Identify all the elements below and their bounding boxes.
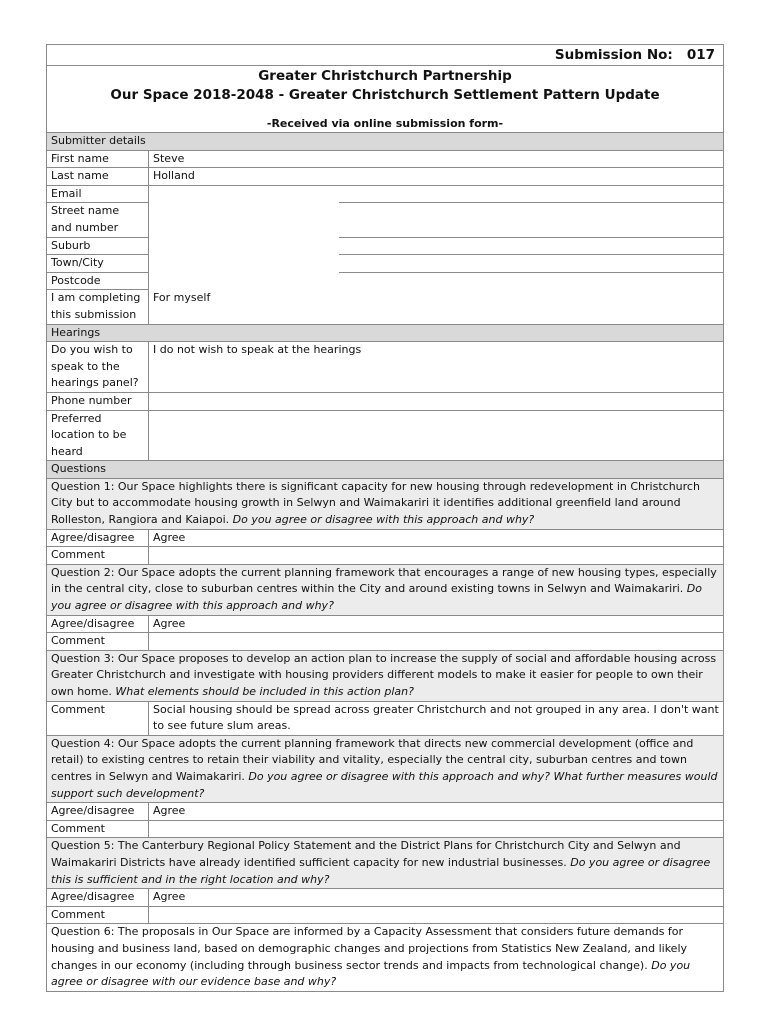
section-hearings: Hearings	[47, 324, 724, 342]
question-1-agree-row	[47, 529, 724, 547]
town-row	[47, 255, 724, 273]
agree-label: Agree/disagree	[47, 889, 149, 907]
question-5-agree-value: Agree	[149, 889, 724, 907]
received-note: -Received via online submission form-	[266, 117, 504, 130]
form-table	[46, 44, 724, 992]
speak-value: I do not wish to speak at the hearings	[149, 342, 724, 393]
question-2-comment-value	[149, 633, 724, 651]
postcode-row	[47, 272, 724, 290]
town-value	[149, 255, 339, 273]
comment-label: Comment	[47, 547, 149, 565]
question-4-ask: Do you agree or disagree with this approach and why? What further measures would support such development?	[51, 769, 718, 800]
question-2	[47, 564, 724, 615]
question-1-ask: Do you agree or disagree with this approach and why?	[232, 513, 535, 527]
completing-label: I am completing this submission	[47, 290, 149, 324]
location-label: Preferred location to be heard	[47, 410, 149, 461]
comment-label: Comment	[47, 633, 149, 651]
street-row	[47, 203, 724, 237]
town-label: Town/City	[47, 255, 149, 273]
question-2-comment-row	[47, 633, 724, 651]
suburb-label: Suburb	[47, 237, 149, 255]
question-5-text: Question 5: The Canterbury Regional Policy Statement and the District Plans for Christchurch City and Selwyn and Waimakariri Districts have already identified sufficient capacity for new industrial businesses.	[51, 839, 681, 869]
agree-label: Agree/disagree	[47, 803, 149, 821]
question-3-text: Question 3: Our Space proposes to develop an action plan to increase the supply of social and affordable housing across Greater Christchurch and investigate with housing providers different models to make it easier for people to own their own home.	[51, 651, 717, 698]
section-submitter-details: Submitter details	[47, 133, 724, 151]
last-name-label: Last name	[47, 168, 149, 186]
agree-label: Agree/disagree	[47, 615, 149, 633]
suburb-row	[47, 237, 724, 255]
email-value	[149, 185, 339, 203]
phone-value	[149, 392, 724, 410]
question-4-comment-value	[149, 820, 724, 838]
location-value	[149, 410, 724, 461]
email-row	[47, 185, 724, 203]
question-4-agree-row	[47, 803, 724, 821]
question-5-comment-value	[149, 906, 724, 924]
suburb-value	[149, 237, 339, 255]
first-name-row	[47, 150, 724, 168]
question-4	[47, 735, 724, 802]
section-questions: Questions	[47, 461, 724, 479]
question-5-comment-row	[47, 906, 724, 924]
organisation-title: Greater Christchurch Partnership	[258, 68, 512, 84]
submission-number: 017	[686, 47, 715, 63]
question-1-text: Question 1: Our Space highlights there is significant capacity for new housing through redevelopment in Christchurch City but to accommodate housing growth in Selwyn and Waimakariri it identifies additional greenfield land around Rolleston, Rangiora and Kaiapoi.	[51, 479, 700, 527]
question-5-agree-row	[47, 889, 724, 907]
question-6-text: Question 6: The proposals in Our Space are informed by a Capacity Assessment that considers future demands for housing and business land, based on demographic changes and projections from Statistics New Zealand, and likely changes in our economy (including through business sector trends and impacts from technological change).	[51, 925, 688, 972]
comment-label: Comment	[47, 906, 149, 924]
question-4-text: Question 4: Our Space adopts the current planning framework that directs new commercial development (office and retail) to existing centres to retain their viability and vitality, especially the central city, suburban centres and town centres in Selwyn and Waimakariri.	[51, 736, 694, 783]
question-6	[47, 924, 724, 991]
postcode-value	[149, 272, 339, 290]
question-3-comment-row	[47, 701, 724, 735]
question-5-ask: Do you agree or disagree this is sufficient and in the right location and why?	[51, 855, 711, 886]
postcode-line	[339, 272, 724, 290]
postcode-label: Postcode	[47, 272, 149, 290]
phone-label: Phone number	[47, 392, 149, 410]
email-label: Email	[47, 185, 149, 203]
question-3	[47, 650, 724, 701]
submission-number-label: Submission No:	[554, 47, 673, 63]
location-row	[47, 410, 724, 461]
question-3-comment-value: Social housing should be spread across greater Christchurch and not grouped in any area. I don't want to see future slum areas.	[149, 701, 724, 735]
street-line	[339, 203, 724, 237]
street-label: Street name and number	[47, 203, 149, 237]
question-1-comment-value	[149, 547, 724, 565]
question-1-agree-value: Agree	[149, 529, 724, 547]
street-value	[149, 203, 339, 237]
completing-row	[47, 290, 724, 324]
comment-label: Comment	[47, 701, 149, 735]
completing-value: For myself	[149, 290, 724, 324]
first-name-value: Steve	[149, 150, 724, 168]
email-line	[339, 185, 724, 203]
question-2-agree-value: Agree	[149, 615, 724, 633]
submission-form	[46, 44, 724, 992]
last-name-row	[47, 168, 724, 186]
document-header-row	[47, 66, 724, 133]
question-3-ask: What elements should be included in this action plan?	[115, 685, 414, 698]
phone-row	[47, 392, 724, 410]
question-2-agree-row	[47, 615, 724, 633]
agree-label: Agree/disagree	[47, 529, 149, 547]
question-6-ask: Do you agree or disagree with our evidence base and why?	[51, 958, 691, 989]
suburb-line	[339, 237, 724, 255]
question-2-text: Question 2: Our Space adopts the current planning framework that encourages a range of new housing types, especially in the central city, close to suburban centres within the City and around existing towns in Selwyn and Waimakariri.	[51, 565, 717, 596]
comment-label: Comment	[47, 820, 149, 838]
first-name-label: First name	[47, 150, 149, 168]
question-2-ask: Do you agree or disagree with this approach and why?	[51, 582, 702, 613]
question-5	[47, 838, 724, 889]
speak-label: Do you wish to speak to the hearings panel?	[47, 342, 149, 393]
question-1-comment-row	[47, 547, 724, 565]
question-1	[47, 478, 724, 529]
question-4-agree-value: Agree	[149, 803, 724, 821]
last-name-value: Holland	[149, 168, 724, 186]
town-line	[339, 255, 724, 273]
submission-number-row	[47, 45, 724, 66]
document-title: Our Space 2018-2048 - Greater Christchurch Settlement Pattern Update	[110, 87, 660, 103]
speak-row	[47, 342, 724, 393]
question-4-comment-row	[47, 820, 724, 838]
